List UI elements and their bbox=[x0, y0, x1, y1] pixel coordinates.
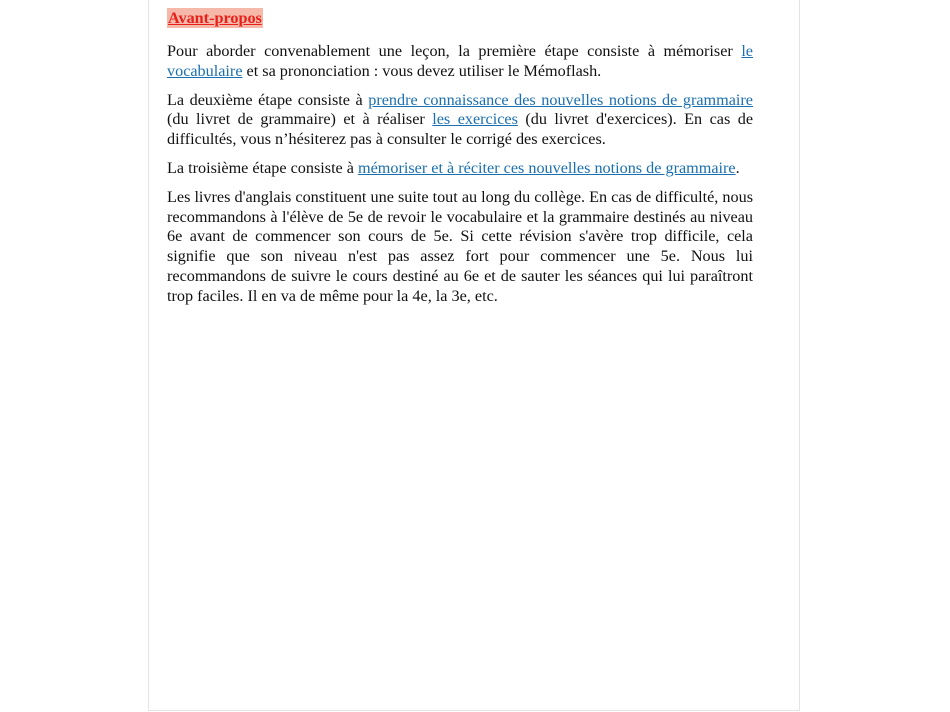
paragraph-2-text-middle: (du livret de grammaire) et à réaliser bbox=[167, 110, 433, 129]
link-notions-grammaire[interactable]: prendre connaissance des nouvelles notions de grammaire bbox=[368, 90, 753, 109]
paragraph-2-text-start: La deuxième étape consiste à bbox=[167, 90, 369, 109]
paragraph-1-text-start: Pour aborder convenablement une leçon, la première étape consiste à mémoriser bbox=[167, 42, 742, 60]
link-exercices[interactable]: les exercices bbox=[432, 110, 518, 129]
paragraph-3 bbox=[167, 159, 753, 179]
paragraph-1-text-end: et sa prononciation : vous devez utiliser le Mémoflash. bbox=[242, 61, 602, 80]
document-content bbox=[167, 8, 753, 316]
section-heading: Avant-propos bbox=[168, 9, 262, 27]
document-page bbox=[148, 0, 800, 711]
link-vocabulaire[interactable]: le vocabulaire bbox=[167, 42, 753, 80]
paragraph-2 bbox=[167, 91, 753, 150]
paragraph-2-text-end: (du livret d'exercices). En cas de difficultés, vous n’hésiterez pas à consulter le corrigé des exercices. bbox=[167, 110, 754, 149]
paragraph-1 bbox=[167, 42, 753, 82]
paragraph-3-text-end: . bbox=[735, 158, 740, 177]
link-memoriser-reciter[interactable]: mémoriser et à réciter ces nouvelles notions de grammaire bbox=[358, 158, 736, 177]
paragraph-4: Les livres d'anglais constituent une suite tout au long du collège. En cas de difficulté, nous recommandons à l'élève de 5e de revoir le vocabulaire et la grammaire destinés au niveau 6e avant de commencer son cours de 5e. Si cette révision s'avère trop difficile, cela signifie que son niveau n'est pas assez fort pour commencer une 5e. Nous lui recommandons de suivre le cours destiné au 6e et de sauter les séances qui lui paraîtront trop faciles. Il en va de même pour la 4e, la 3e, etc. bbox=[167, 187, 753, 305]
paragraph-3-text-start: La troisième étape consiste à bbox=[167, 158, 359, 177]
